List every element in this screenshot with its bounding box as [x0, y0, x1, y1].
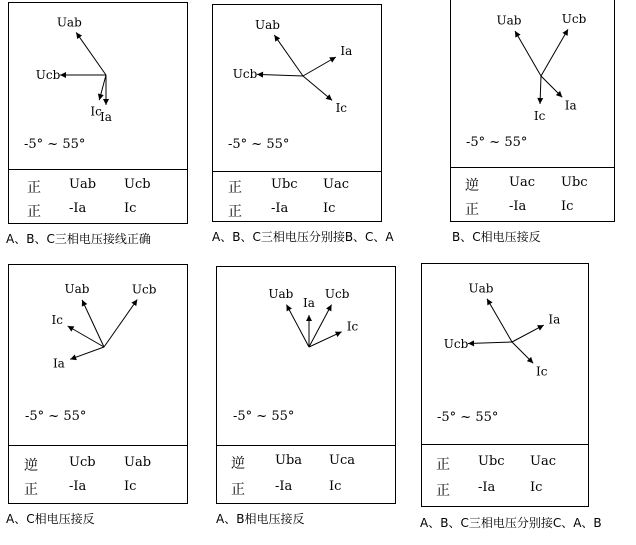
angle-range: -5° ~ 55° — [233, 409, 295, 424]
phasor-label: Ucb — [561, 11, 587, 26]
voltage-cell: Ubc — [271, 177, 298, 192]
phasor-panel-3 — [450, 0, 615, 222]
arrowhead-icon — [537, 98, 543, 104]
panel-caption: A、B、C三相电压接线正确 — [6, 232, 151, 246]
phasor-line — [76, 32, 106, 75]
phasor-uab — [64, 282, 104, 347]
phasor-label: Ia — [340, 44, 353, 58]
phasor-panel-2 — [212, 4, 382, 222]
phasor-line — [286, 305, 309, 347]
arrowhead-icon — [76, 32, 82, 39]
arrowhead-icon — [60, 72, 66, 78]
voltage-cell: Uac — [323, 177, 349, 192]
phasor-line — [68, 326, 104, 347]
voltage-cell: Uab — [69, 177, 97, 192]
panel-caption: A、B、C三相电压分别接C、A、B — [420, 516, 602, 530]
panel-caption: B、C相电压接反 — [452, 230, 541, 244]
angle-range: -5° ~ 55° — [228, 137, 290, 152]
phasor-label: Ic — [533, 108, 546, 123]
phasor-line — [468, 342, 512, 344]
current-cell: -Ia — [478, 480, 496, 495]
sequence-cell: 正 — [436, 483, 450, 499]
phasor-ucb — [36, 68, 106, 82]
current-cell: Ic — [530, 480, 543, 495]
voltage-cell: Uca — [329, 453, 355, 468]
phasor-label: Uab — [496, 13, 522, 28]
phasor-ic — [303, 76, 347, 115]
sequence-cell: 逆 — [465, 178, 479, 194]
angle-range: -5° ~ 55° — [466, 135, 528, 150]
phasor-label: Ic — [535, 364, 548, 379]
phasor-ia — [303, 44, 352, 76]
sequence-cell: 逆 — [24, 458, 38, 474]
current-cell: -Ia — [509, 199, 527, 214]
phasor-label: Ia — [100, 110, 112, 124]
current-cell: Ic — [323, 201, 336, 216]
phasor-uab — [497, 14, 541, 76]
voltage-cell: Uab — [124, 455, 152, 470]
sequence-cell: 正 — [465, 202, 479, 218]
phasor-label: Uab — [64, 281, 90, 296]
current-cell: Ic — [329, 479, 342, 494]
phasor-label: Ucb — [232, 66, 258, 81]
phasor-line — [82, 300, 104, 347]
phasor-line — [257, 74, 303, 76]
phasor-uab — [469, 281, 512, 342]
sequence-cell: 正 — [27, 204, 41, 220]
table-divider — [451, 167, 614, 168]
phasor-ucb — [541, 12, 587, 76]
phasor-label: Ic — [335, 101, 348, 116]
phasor-label: Ic — [346, 319, 359, 334]
phasor-label: Uab — [268, 287, 294, 302]
current-cell: -Ia — [275, 479, 293, 494]
angle-range: -5° ~ 55° — [437, 410, 499, 425]
panel-caption: A、C相电压接反 — [6, 512, 95, 526]
phasor-panel-4 — [8, 264, 188, 504]
phasor-ia — [53, 347, 104, 370]
voltage-cell: Ucb — [69, 455, 96, 470]
phasor-ucb — [104, 283, 157, 347]
phasor-line — [309, 305, 332, 347]
sequence-cell: 正 — [228, 204, 242, 220]
angle-range: -5° ~ 55° — [25, 409, 87, 424]
phasor-uab — [255, 18, 303, 76]
voltage-cell: Ucb — [124, 177, 151, 192]
sequence-cell: 正 — [24, 482, 38, 498]
voltage-cell: Ubc — [561, 175, 588, 190]
panel-caption: A、B相电压接反 — [216, 512, 305, 526]
phasor-label: Ucb — [324, 287, 350, 302]
arrowhead-icon — [468, 340, 474, 346]
voltage-cell: Uac — [530, 454, 556, 469]
phasor-line — [104, 299, 137, 347]
phasor-panel-5 — [216, 266, 396, 504]
current-cell: -Ia — [69, 479, 87, 494]
phasor-ucb — [444, 337, 512, 351]
sequence-cell: 正 — [436, 457, 450, 473]
phasor-label: Uab — [468, 281, 494, 296]
current-cell: -Ia — [271, 201, 289, 216]
sequence-cell: 正 — [228, 180, 242, 196]
current-cell: -Ia — [69, 201, 87, 216]
phasor-label: Uab — [254, 18, 280, 33]
table-divider — [9, 169, 187, 170]
table-divider — [422, 444, 588, 445]
phasor-line — [515, 31, 541, 76]
sequence-cell: 正 — [231, 482, 245, 498]
phasor-label: Ucb — [443, 336, 469, 351]
phasor-panel-1 — [8, 2, 188, 224]
phasor-line — [274, 35, 303, 76]
phasor-ic — [512, 342, 548, 379]
arrowhead-icon — [257, 72, 263, 78]
phasor-label: Ia — [52, 356, 65, 371]
arrowhead-icon — [131, 299, 137, 306]
table-divider — [217, 445, 395, 446]
phasor-label: Ucb — [131, 282, 157, 297]
phasor-ia — [512, 312, 560, 342]
phasor-label: Ucb — [35, 68, 61, 82]
panel-caption: A、B、C三相电压分别接B、C、A — [212, 230, 394, 244]
phasor-line — [487, 299, 512, 342]
phasor-label: Ia — [303, 296, 315, 310]
phasor-label: Ia — [548, 312, 561, 327]
phasor-label: Ia — [564, 98, 577, 113]
phasor-panel-6 — [421, 263, 589, 507]
phasor-ia — [541, 76, 577, 113]
angle-range: -5° ~ 55° — [24, 137, 86, 152]
table-divider — [9, 445, 187, 446]
current-cell: Ic — [124, 201, 137, 216]
phasor-ic — [534, 76, 546, 123]
current-cell: Ic — [561, 199, 574, 214]
arrowhead-icon — [98, 94, 104, 101]
phasor-ucb — [233, 67, 303, 81]
sequence-cell: 正 — [27, 180, 41, 196]
voltage-cell: Uac — [509, 175, 535, 190]
phasor-label: Ic — [90, 104, 102, 119]
sequence-cell: 逆 — [231, 456, 245, 472]
voltage-cell: Ubc — [478, 454, 505, 469]
phasor-label: Ic — [51, 313, 63, 327]
arrowhead-icon — [306, 315, 312, 321]
phasor-label: Uab — [56, 15, 82, 30]
arrowhead-icon — [103, 99, 109, 105]
phasor-line — [541, 29, 568, 76]
current-cell: Ic — [124, 479, 137, 494]
arrowhead-icon — [274, 35, 280, 42]
phasor-uab — [57, 16, 106, 75]
table-divider — [213, 171, 381, 172]
phasor-ia — [100, 75, 112, 124]
voltage-cell: Uba — [275, 453, 303, 468]
